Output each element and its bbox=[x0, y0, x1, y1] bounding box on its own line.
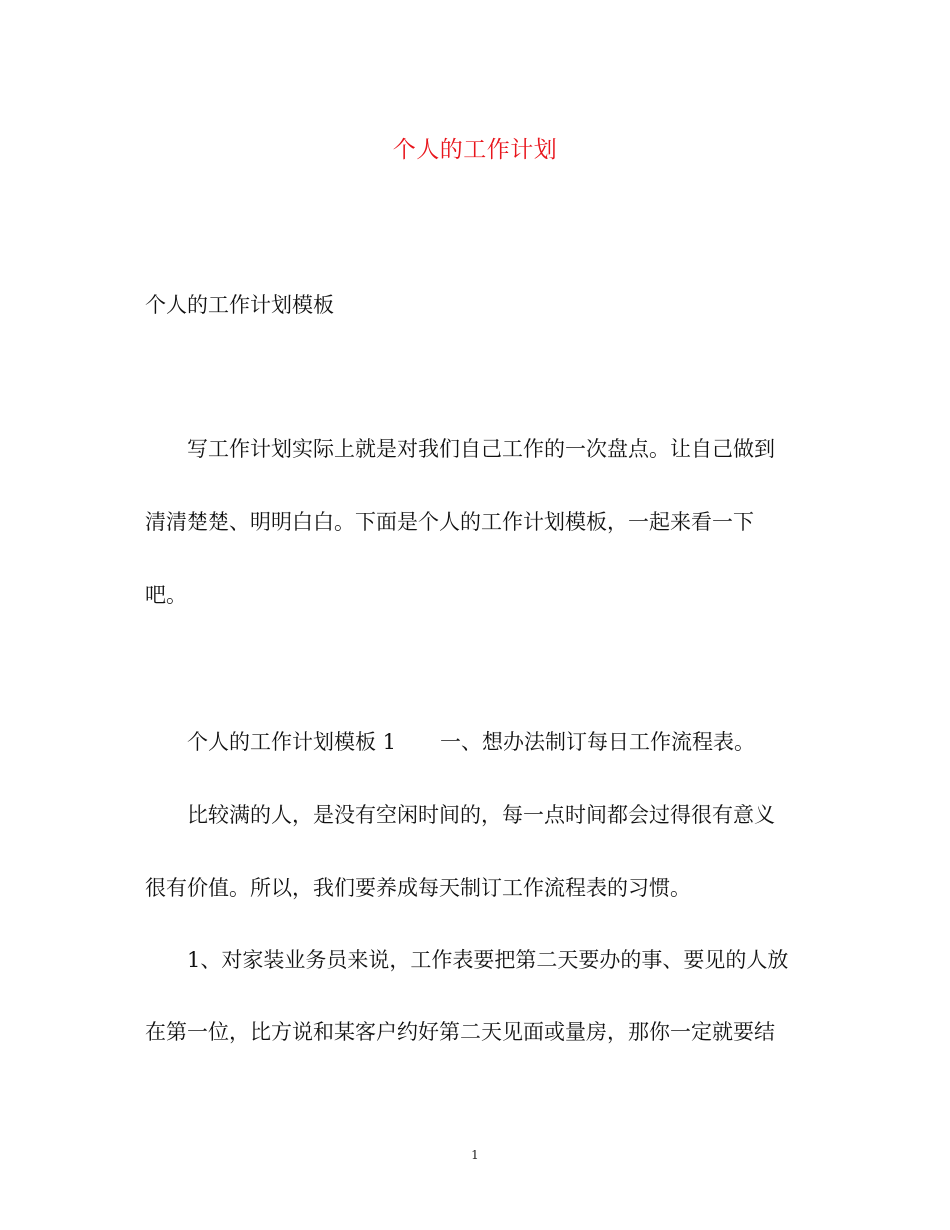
document-subtitle: 个人的工作计划模板 bbox=[145, 293, 334, 317]
document-title: 个人的工作计划 bbox=[392, 137, 558, 163]
page-number: 1 bbox=[471, 1148, 479, 1162]
intro-line-2: 清清楚楚、明明白白。下面是个人的工作计划模板，一起来看一下 bbox=[145, 510, 754, 534]
section-1-heading-line bbox=[187, 727, 755, 757]
section-1-point: 一、想办法制订每日工作流程表。 bbox=[440, 730, 756, 754]
paragraph-1-line-1: 比较满的人，是没有空闲时间的，每一点时间都会过得很有意义 bbox=[187, 803, 775, 827]
paragraph-2-line-1: 1、对家装业务员来说，工作表要把第二天要办的事、要见的人放 bbox=[187, 948, 789, 972]
intro-line-3: 吧。 bbox=[145, 583, 187, 607]
paragraph-2-line-2: 在第一位，比方说和某客户约好第二天见面或量房，那你一定就要结 bbox=[145, 1020, 775, 1044]
intro-line-1: 写工作计划实际上就是对我们自己工作的一次盘点。让自己做到 bbox=[187, 437, 775, 461]
paragraph-1-line-2: 很有价值。所以，我们要养成每天制订工作流程表的习惯。 bbox=[145, 876, 691, 900]
section-1-heading: 个人的工作计划模板 1 bbox=[187, 730, 397, 754]
